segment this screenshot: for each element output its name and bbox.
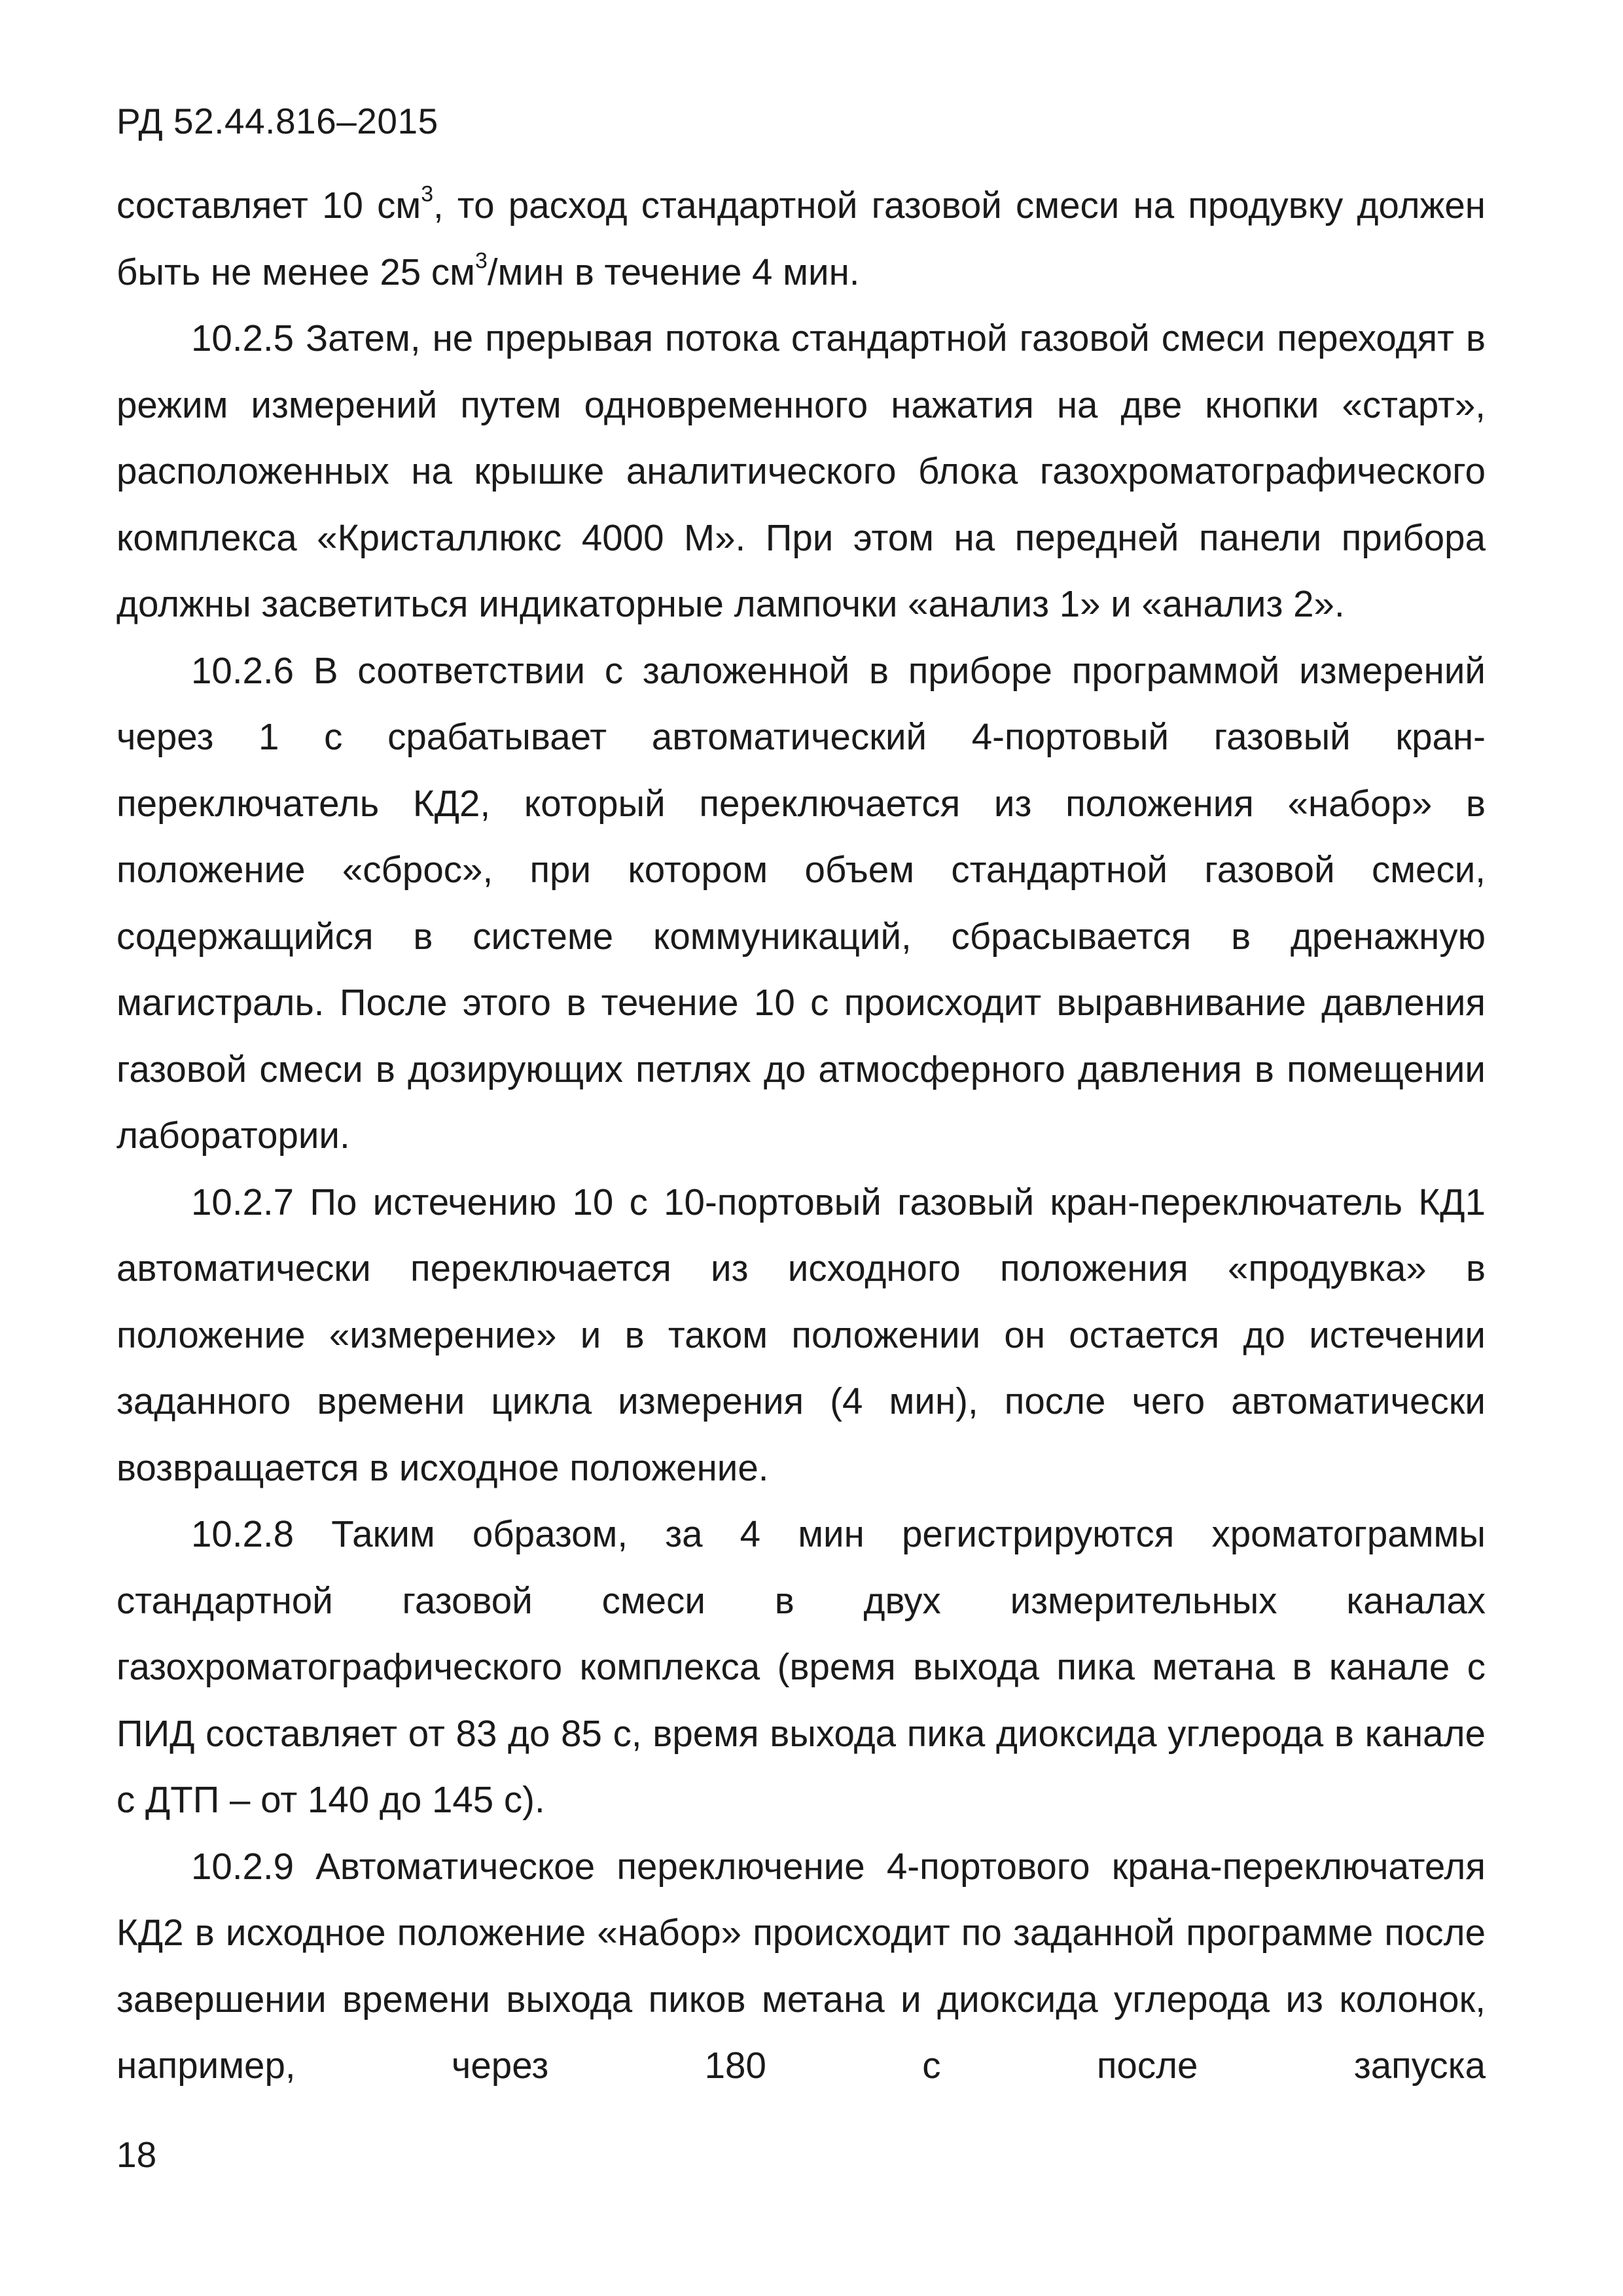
paragraph-10-2-6: 10.2.6 В соответствии с заложенной в приборе программой измерений через 1 с срабатывает автоматический 4-портовый газовый кран-переключатель КД2, который переключается из положения «набор» в положение «сброс», при котором объем стандартной газовой смеси, содержащийся в системе коммуникаций, сбрасывается в дренажную магистраль. После этого в течение 10 с происходит выравнивание давления газовой смеси в дозирующих петлях до атмосферного давления в помещении лаборатории. — [116, 649, 1486, 1156]
document-code-header: РД 52.44.816–2015 — [116, 101, 438, 141]
paragraph-continuation — [116, 172, 1486, 305]
superscript-exponent: 3 — [474, 248, 488, 274]
paragraph-10-2-9: 10.2.9 Автоматическое переключение 4-портового крана-переключателя КД2 в исходное положение «набор» происходит по заданной программе после завершении времени выхода пиков метана и диоксида углерода из колонок, например, через 180 с после запуска — [116, 1845, 1486, 2086]
paragraph-10-2-7: 10.2.7 По истечению 10 с 10-портовый газовый кран-переключатель КД1 автоматически переключается из исходного положения «продувка» в положение «измерение» и в таком положении он остается до истечении заданного времени цикла измерения (4 мин), после чего автоматически возвращается в исходное положение. — [116, 1181, 1486, 1488]
superscript-exponent: 3 — [421, 181, 434, 207]
paragraph-text: составляет 10 см — [116, 185, 421, 226]
paragraph-10-2-8: 10.2.8 Таким образом, за 4 мин регистрируются хроматограммы стандартной газовой смеси в двух измерительных каналах газохроматографического комплекса (время выхода пика метана в канале с ПИД составляет от 83 до 85 с, время выхода пика диоксида углерода в канале с ДТП – от 140 до 145 с). — [116, 1513, 1486, 1820]
paragraph-text: , то расход стандартной газовой смеси на продувку должен быть не менее 25 см — [116, 185, 1486, 293]
paragraph-text: /мин в течение 4 мин. — [487, 251, 860, 293]
paragraph-10-2-5: 10.2.5 Затем, не прерывая потока стандартной газовой смеси переходят в режим измерений путем одновременного нажатия на две кнопки «старт», расположенных на крышке аналитического блока газохроматографического комплекса «Кристаллюкс 4000 М». При этом на передней панели прибора должны засветиться индикаторные лампочки «анализ 1» и «анализ 2». — [116, 317, 1486, 624]
page-number: 18 — [116, 2134, 157, 2175]
document-body — [116, 172, 1486, 2099]
